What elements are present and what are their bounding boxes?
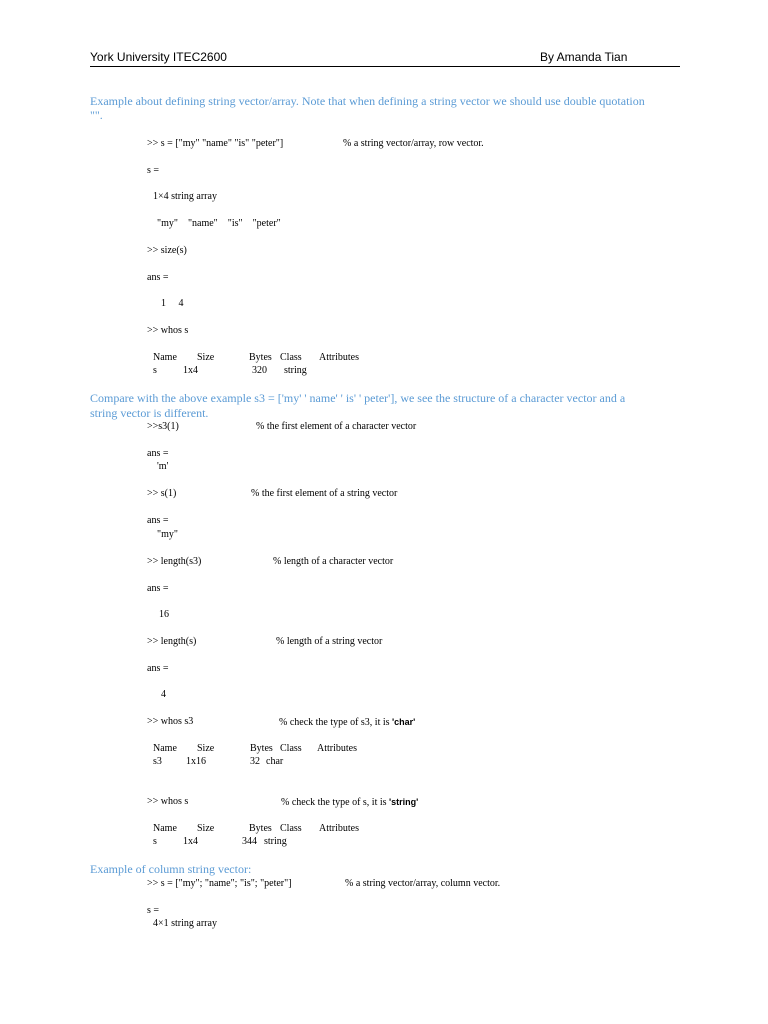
whos-s2-col-name: Name: [153, 823, 177, 834]
s-index-ans-label: ans =: [147, 515, 169, 526]
whos3-col-bytes: Bytes: [250, 743, 273, 754]
length-s-cmd: >> length(s): [147, 636, 197, 647]
header-author: By Amanda Tian: [540, 50, 628, 64]
whos-s3-cmd: >> whos s3: [147, 716, 194, 727]
col-s-define-comment: % a string vector/array, column vector.: [345, 878, 501, 889]
s-output-type: 1×4 string array: [153, 191, 217, 202]
whos-s2-comment-prefix: % check the type of s, it is: [281, 797, 390, 808]
whos-s2-col-size: Size: [197, 823, 215, 834]
s-index-ans-value: "my": [157, 529, 178, 540]
whos-s3-comment-type: 'char': [392, 717, 416, 727]
s-index-comment: % the first element of a string vector: [251, 488, 398, 499]
s-define-cmd: >> s = ["my" "name" "is" "peter"]: [147, 138, 284, 149]
section3-intro: Example of column string vector:: [90, 862, 252, 876]
whos3-col-attributes: Attributes: [317, 743, 357, 754]
s3-index-ans-value: 'm': [157, 461, 169, 472]
section1-intro: Example about defining string vector/array. Note that when defining a string vector we should use double quotation: [90, 94, 645, 108]
s3-index-comment: % the first element of a character vector: [256, 421, 417, 432]
s-output-label: s =: [147, 165, 160, 176]
section2-intro-cont: string vector is different.: [90, 406, 209, 420]
col-s-define-cmd: >> s = ["my"; "name"; "is"; "peter"]: [147, 878, 292, 889]
whos-s2-comment-type: 'string': [389, 797, 419, 807]
whos-s-cmd: >> whos s: [147, 325, 189, 336]
whos-s3-comment: [279, 716, 415, 729]
whos-s2-col-attributes: Attributes: [319, 823, 359, 834]
length-s3-ans-label: ans =: [147, 583, 169, 594]
whos-s2-col-class: Class: [280, 823, 302, 834]
s-output-values: "my" "name" "is" "peter": [157, 218, 281, 229]
whos-col-name: Name: [153, 352, 177, 363]
s-define-comment: % a string vector/array, row vector.: [343, 138, 484, 149]
whos-row-name: s: [153, 365, 157, 376]
size-ans-label: ans =: [147, 272, 169, 283]
whos-s2-row-class: string: [264, 836, 287, 847]
length-s3-comment: % length of a character vector: [273, 556, 394, 567]
whos-s2-cmd: >> whos s: [147, 796, 189, 807]
length-s-comment: % length of a string vector: [276, 636, 383, 647]
whos-s3-comment-prefix: % check the type of s3, it is: [279, 717, 393, 728]
whos3-col-size: Size: [197, 743, 215, 754]
whos-s2-comment: [281, 796, 418, 809]
whos-s2-col-bytes: Bytes: [249, 823, 272, 834]
s-index-cmd: >> s(1): [147, 488, 177, 499]
whos-row-class: string: [284, 365, 307, 376]
whos3-row-size: 1x16: [186, 756, 206, 767]
length-s3-cmd: >> length(s3): [147, 556, 202, 567]
whos-col-size: Size: [197, 352, 215, 363]
whos-col-class: Class: [280, 352, 302, 363]
size-result: 1 4: [161, 298, 184, 309]
whos3-col-name: Name: [153, 743, 177, 754]
size-cmd: >> size(s): [147, 245, 187, 256]
whos-s2-row-name: s: [153, 836, 157, 847]
col-s-output-label: s =: [147, 905, 160, 916]
col-s-output-type: 4×1 string array: [153, 918, 217, 929]
whos-row-size: 1x4: [183, 365, 198, 376]
length-s3-ans-value: 16: [159, 609, 169, 620]
whos-row-bytes: 320: [252, 365, 267, 376]
whos-s2-row-bytes: 344: [242, 836, 257, 847]
whos3-col-class: Class: [280, 743, 302, 754]
whos-col-bytes: Bytes: [249, 352, 272, 363]
length-s-ans-label: ans =: [147, 663, 169, 674]
s3-index-ans-label: ans =: [147, 448, 169, 459]
whos3-row-name: s3: [153, 756, 162, 767]
header-course: York University ITEC2600: [90, 50, 227, 64]
whos3-row-bytes: 32: [250, 756, 260, 767]
section1-intro-cont: "".: [90, 108, 103, 122]
whos3-row-class: char: [266, 756, 284, 767]
length-s-ans-value: 4: [161, 689, 166, 700]
whos-col-attributes: Attributes: [319, 352, 359, 363]
header-rule: [90, 66, 680, 67]
s3-index-cmd: >>s3(1): [147, 421, 179, 432]
whos-s2-row-size: 1x4: [183, 836, 198, 847]
section2-intro: Compare with the above example s3 = ['my' ' name' ' is' ' peter'], we see the structure of a character vector and a: [90, 391, 626, 405]
